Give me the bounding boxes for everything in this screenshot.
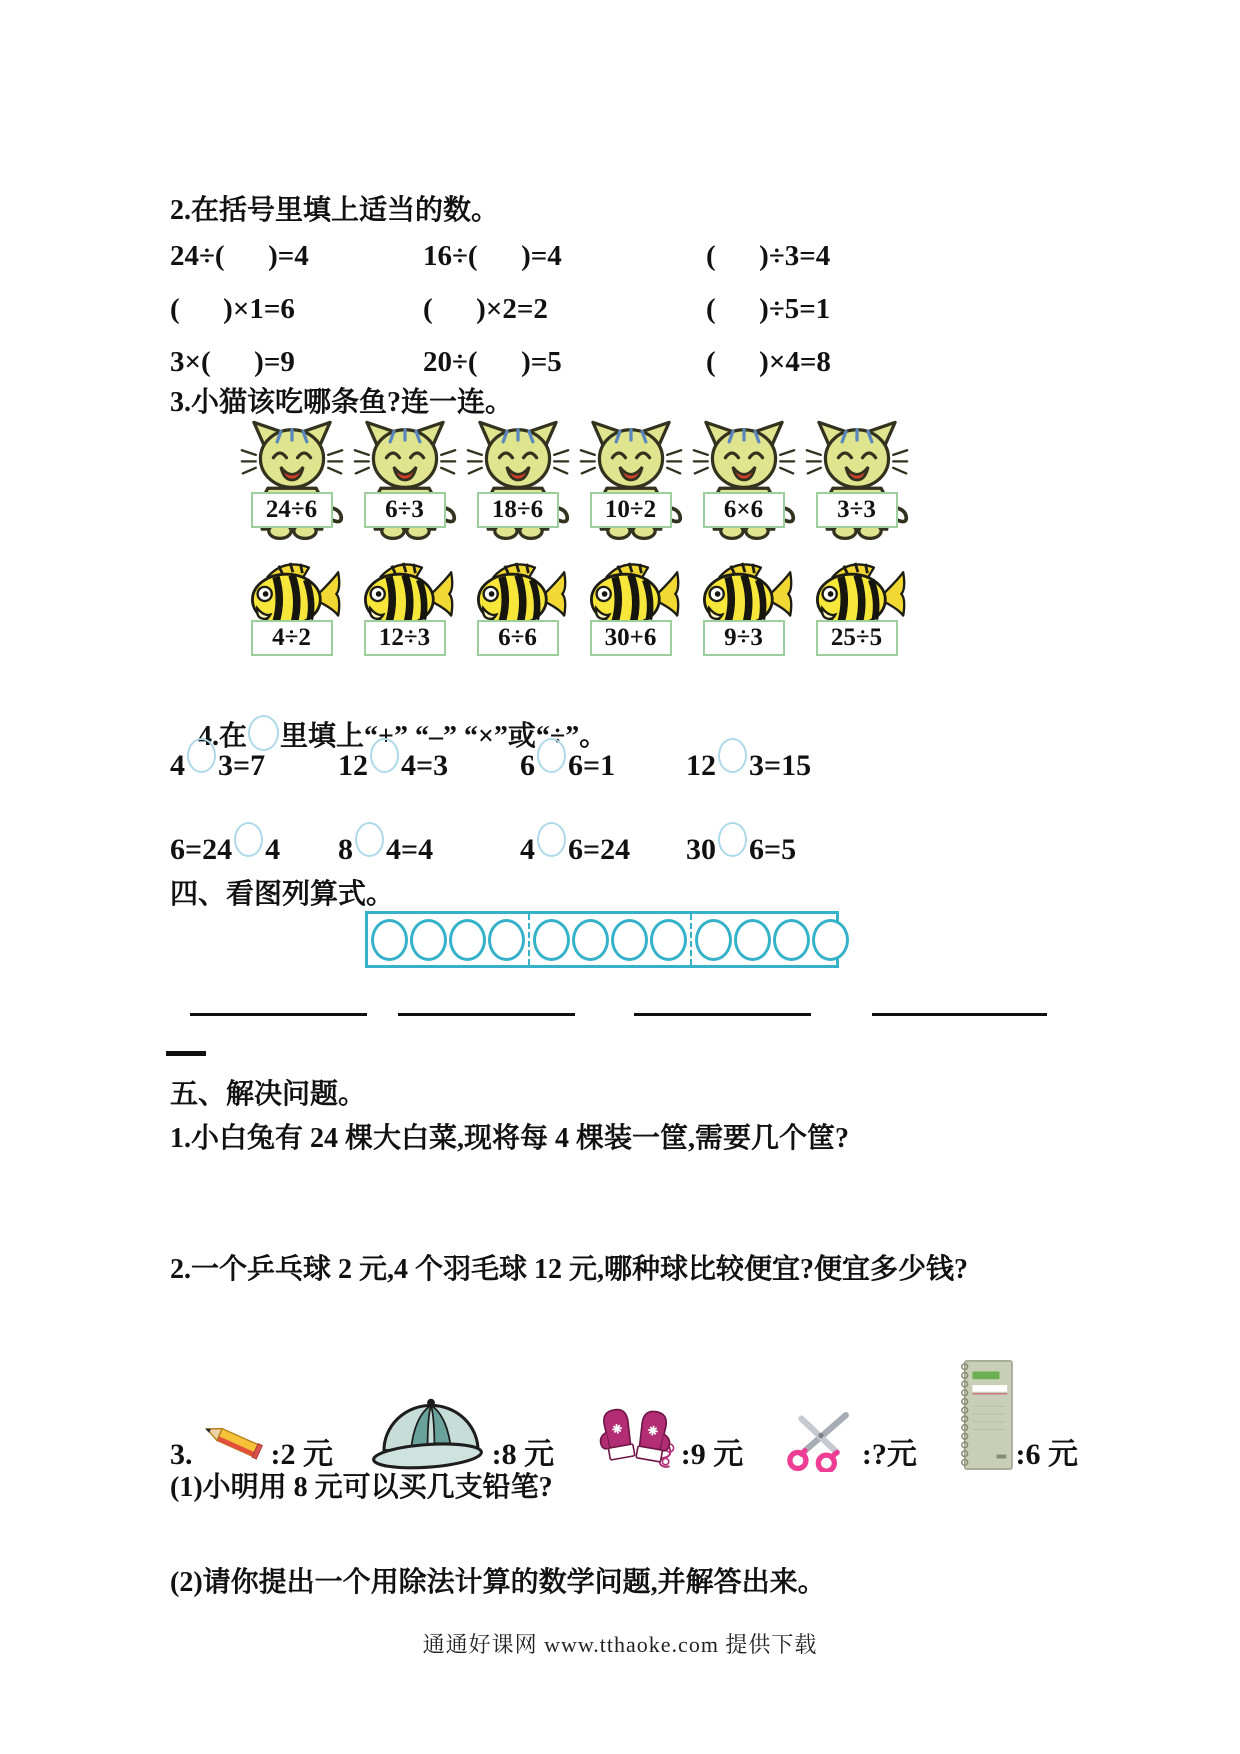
equation-left: 4	[170, 749, 185, 782]
cat-figure	[574, 416, 687, 528]
counting-circle	[734, 919, 771, 961]
cat-equation-tag: 3÷3	[816, 492, 898, 528]
problem2-text: 2.一个乒乓球 2 元,4 个羽毛球 12 元,哪种球比较便宜?便宜多少钱?	[170, 1254, 969, 1285]
question2-equations	[170, 234, 1075, 384]
footer-text: 通通好课网 www.tthaoke.com 提供下载	[422, 1632, 818, 1657]
fish-row	[235, 552, 913, 656]
cap-item	[370, 1384, 555, 1472]
equation-right: 6=5	[749, 833, 797, 866]
scissors-icon	[780, 1408, 862, 1472]
fish-equation-tag: 25÷5	[816, 620, 898, 656]
fish-equation-tag: 30+6	[590, 620, 672, 656]
cat-figure	[687, 416, 800, 528]
operator-circle	[187, 738, 216, 773]
price-label: :?元	[861, 1438, 917, 1471]
circle-group	[368, 914, 528, 965]
cat-equation-tag: 24÷6	[251, 492, 333, 528]
counting-circle	[812, 919, 849, 961]
circle-equation	[520, 738, 686, 786]
counting-circle	[611, 919, 648, 961]
answer-line	[398, 1013, 575, 1016]
cat-equation-tag: 18÷6	[477, 492, 559, 528]
circle-equation	[170, 738, 338, 786]
equation-left: 4	[520, 833, 535, 866]
cat-figure	[348, 416, 461, 528]
notebook-item	[954, 1358, 1079, 1472]
bracket-equation: 16÷( )=4	[423, 240, 562, 272]
pencil-item	[170, 1414, 333, 1472]
cat-figure	[461, 416, 574, 528]
operator-circle	[537, 822, 566, 857]
equation-right: 3=15	[749, 749, 812, 782]
price-label: :8 元	[491, 1438, 555, 1471]
equation-right: 4	[265, 833, 281, 866]
counting-circle	[572, 919, 609, 961]
mittens-icon	[591, 1400, 681, 1472]
bracket-equation: ( )÷5=1	[706, 293, 831, 325]
fish-figure	[687, 552, 800, 656]
answer-line	[872, 1013, 1047, 1016]
equation-left: 8	[338, 833, 353, 866]
fish-figure	[235, 552, 348, 656]
equation-left: 12	[686, 749, 716, 782]
bracket-equation: ( )×2=2	[423, 293, 548, 325]
fish-figure	[348, 552, 461, 656]
bracket-equation: 24÷( )=4	[170, 240, 309, 272]
question2-title: 2.在括号里填上适当的数。	[170, 195, 500, 226]
fish-equation-tag: 9÷3	[703, 620, 785, 656]
equation-right: 4=3	[401, 749, 449, 782]
counting-circle	[695, 919, 732, 961]
problem3-items-row	[170, 1358, 1078, 1472]
operator-circle	[370, 738, 399, 773]
equation-left: 30	[686, 833, 716, 866]
counting-circle	[488, 919, 525, 961]
counting-circle	[533, 919, 570, 961]
counting-circle	[449, 919, 486, 961]
problem3-sub1-text: (1)小明用 8 元可以买几支铅笔?	[170, 1472, 553, 1503]
operator-circle	[355, 822, 384, 857]
circle-equation	[338, 738, 520, 786]
bracket-equation: 3×( )=9	[170, 346, 295, 378]
equation-right: 6=1	[568, 749, 616, 782]
circle-equation	[170, 822, 338, 870]
equation-right: 6=24	[568, 833, 631, 866]
bracket-equation: ( )×4=8	[706, 346, 831, 378]
fish-equation-tag: 4÷2	[251, 620, 333, 656]
problem3-sub2-text: (2)请你提出一个用除法计算的数学问题,并解答出来。	[170, 1567, 826, 1598]
question3-title: 3.小猫该吃哪条鱼?连一连。	[170, 387, 514, 418]
price-label: :2 元	[270, 1438, 333, 1471]
operator-circle	[234, 822, 263, 857]
cat-equation-tag: 10÷2	[590, 492, 672, 528]
question4-title-pre: 4.在	[198, 721, 248, 752]
counting-circle	[650, 919, 687, 961]
answer-line	[190, 1013, 367, 1016]
cat-figure	[800, 416, 913, 528]
cats-row	[235, 416, 913, 528]
cat-figure	[235, 416, 348, 528]
scissors-item	[780, 1408, 917, 1472]
question4-title-post: 里填上“+” “–” “×”或“÷”。	[280, 721, 608, 752]
fish-figure	[800, 552, 913, 656]
cat-equation-tag: 6×6	[703, 492, 785, 528]
price-label: :6 元	[1015, 1438, 1078, 1471]
circle-group	[528, 914, 690, 965]
answer-line	[634, 1013, 811, 1016]
circle-equation	[686, 822, 1075, 870]
section5-title: 五、解决问题。	[170, 1079, 367, 1110]
operator-circle	[537, 738, 566, 773]
problem3-number: 3.	[170, 1438, 193, 1471]
circle-equation	[338, 822, 520, 870]
counting-circle	[371, 919, 408, 961]
circle-group	[690, 914, 852, 965]
equation-left: 6	[520, 749, 535, 782]
counting-circles-box	[365, 911, 839, 968]
mittens-item	[591, 1400, 744, 1472]
bracket-equation: 20÷( )=5	[423, 346, 562, 378]
equation-right: 4=4	[386, 833, 434, 866]
bracket-equation: ( )×1=6	[170, 293, 295, 325]
operator-circle	[718, 738, 747, 773]
notebook-icon	[954, 1358, 1016, 1472]
cap-icon	[370, 1384, 492, 1472]
fish-equation-tag: 6÷6	[477, 620, 559, 656]
circle-equation	[520, 822, 686, 870]
pencil-icon	[197, 1414, 271, 1472]
fish-equation-tag: 12÷3	[364, 620, 446, 656]
section4-title: 四、看图列算式。	[170, 879, 395, 910]
equation-right: 3=7	[218, 749, 266, 782]
problem1-text: 1.小白兔有 24 棵大白菜,现将每 4 棵装一筐,需要几个筐?	[170, 1123, 850, 1154]
fish-figure	[461, 552, 574, 656]
counting-circle	[410, 919, 447, 961]
question4-equations	[170, 738, 1075, 870]
price-label: :9 元	[680, 1438, 744, 1471]
bracket-equation: ( )÷3=4	[706, 240, 831, 272]
counting-circle	[773, 919, 810, 961]
fish-figure	[574, 552, 687, 656]
equation-left: 6=24	[170, 833, 233, 866]
equation-left: 12	[338, 749, 368, 782]
operator-circle	[718, 822, 747, 857]
circle-equation	[686, 738, 1075, 786]
cat-equation-tag: 6÷3	[364, 492, 446, 528]
answer-line-fragment	[166, 1051, 206, 1056]
